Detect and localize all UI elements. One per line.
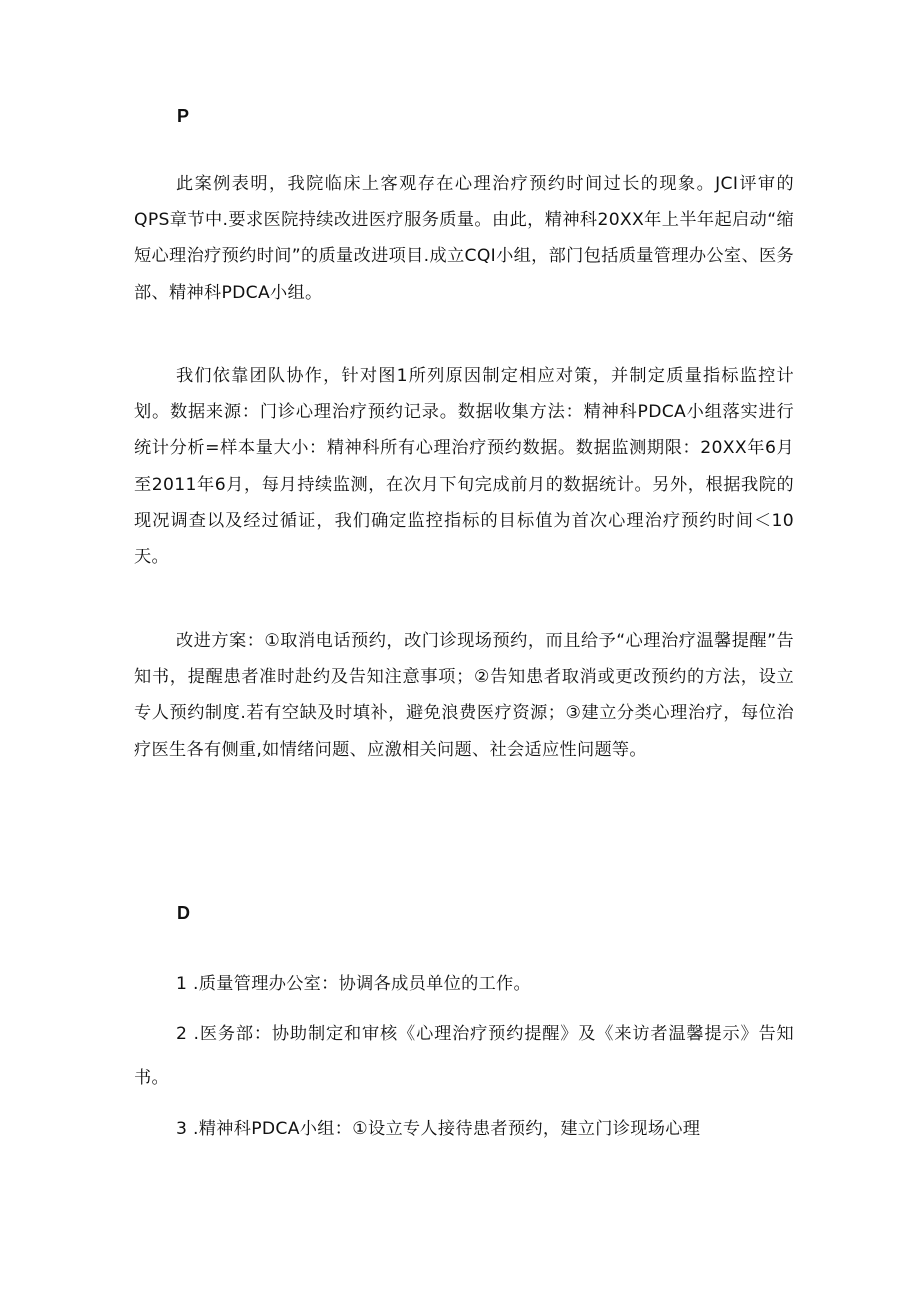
list-item-medical-affairs: 2 .医务部：协助制定和审核《心理治疗预约提醒》及《来访者温馨提示》告知书。 <box>134 1024 794 1088</box>
paragraph-improvement-plan: 改进方案：①取消电话预约，改门诊现场预约，而且给予“心理治疗温馨提醒”告知书，提醒患者准时赴约及告知注意事项；②告知患者取消或更改预约的方法，设立专人预约制度.若有空缺及时填补，避免浪费医疗资源；③建立分类心理治疗，每位治疗医生各有侧重,如情绪问题、应激相关问题、社会适应性问题等。 <box>134 631 794 760</box>
paragraph-monitoring-plan: 我们依靠团队协作，针对图1所列原因制定相应对策，并制定质量指标监控计划。数据来源：门诊心理治疗预约记录。数据收集方法：精神科PDCA小组落实进行统计分析=样本量大小：精神科所有心理治疗预约数据。数据监测期限：20XX年6月至2011年6月，每月持续监测，在次月下旬完成前月的数据统计。另外，根据我院的现况调查以及经过循证，我们确定监控指标的目标值为首次心理治疗预约时间＜10天。 <box>134 366 794 568</box>
section-heading-p: P <box>177 106 190 126</box>
list-item-psychiatry-pdca: 3 .精神科PDCA小组：①设立专人接待患者预约，建立门诊现场心理 <box>176 1119 701 1139</box>
section-heading-d: D <box>177 903 190 923</box>
paragraph-case-summary: 此案例表明，我院临床上客观存在心理治疗预约时间过长的现象。JCI评审的QPS章节中.要求医院持续改进医疗服务质量。由此，精神科20XX年上半年起启动“缩短心理治疗预约时间”的质量改进项目.成立CQI小组，部门包括质量管理办公室、医务部、精神科PDCA小组。 <box>134 174 794 303</box>
list-item-quality-office: 1 .质量管理办公室：协调各成员单位的工作。 <box>176 974 532 994</box>
